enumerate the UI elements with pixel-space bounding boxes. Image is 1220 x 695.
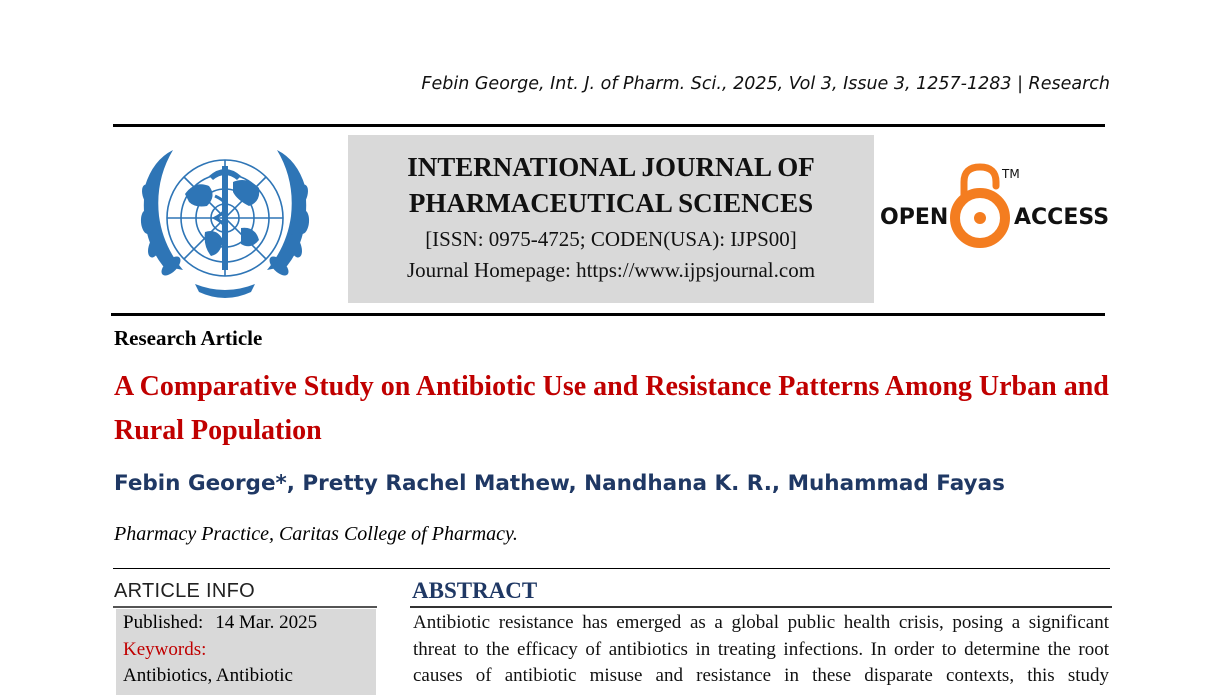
author-affiliation: Pharmacy Practice, Caritas College of Pharmacy.	[114, 523, 518, 545]
journal-issn: [ISSN: 0975-4725; CODEN(USA): IJPS00]	[425, 227, 797, 251]
journal-masthead	[348, 135, 874, 303]
author-list: Febin George*, Pretty Rachel Mathew, Nandhana K. R., Muhammad Fayas	[114, 471, 1005, 496]
article-info-heading: ARTICLE INFO	[114, 580, 256, 602]
un-emblem-logo	[125, 136, 325, 306]
abstract-line: Antibiotic resistance has emerged as a global public health crisis, posing a significant	[413, 612, 1109, 633]
abstract-line: causes of antibiotic misuse and resistance in these disparate contexts, this study	[413, 665, 1109, 686]
published-date: 14 Mar. 2025	[215, 612, 318, 633]
article-info-box	[116, 609, 376, 695]
journal-homepage: Journal Homepage: https://www.ijpsjournal.com	[406, 258, 816, 282]
article-title: A Comparative Study on Antibiotic Use and Resistance Patterns Among Urban and Rural Population	[114, 371, 1109, 446]
abstract-body	[413, 610, 1109, 690]
journal-title-line1: INTERNATIONAL JOURNAL OF	[407, 152, 815, 182]
published-row	[123, 612, 317, 634]
header-top-rule	[113, 124, 1105, 127]
abstract-line: threat to the efficacy of antibiotics in treating infections. In order to determine the root	[413, 638, 1109, 660]
journal-title-line2: PHARMACEUTICAL SCIENCES	[408, 188, 814, 218]
open-access-logo	[880, 162, 1110, 252]
article-type-label: Research Article	[114, 326, 263, 350]
abstract-rule	[410, 606, 1112, 608]
open-lock-icon	[955, 167, 1005, 243]
header-bottom-rule	[111, 313, 1105, 316]
running-header-citation: Febin George, Int. J. of Pharm. Sci., 2025, Vol 3, Issue 3, 1257-1283 | Research	[421, 74, 1110, 94]
open-access-left-text: OPEN	[880, 205, 949, 230]
article-info-rule	[113, 606, 377, 608]
open-access-tm: TM	[1002, 167, 1020, 181]
abstract-heading: ABSTRACT	[412, 578, 538, 603]
keywords-label: Keywords:	[123, 639, 207, 660]
open-access-right-text: ACCESS	[1014, 205, 1110, 230]
section-divider	[113, 568, 1110, 569]
keywords-value: Antibiotics, Antibiotic	[123, 665, 293, 686]
published-label: Published:	[123, 612, 204, 633]
